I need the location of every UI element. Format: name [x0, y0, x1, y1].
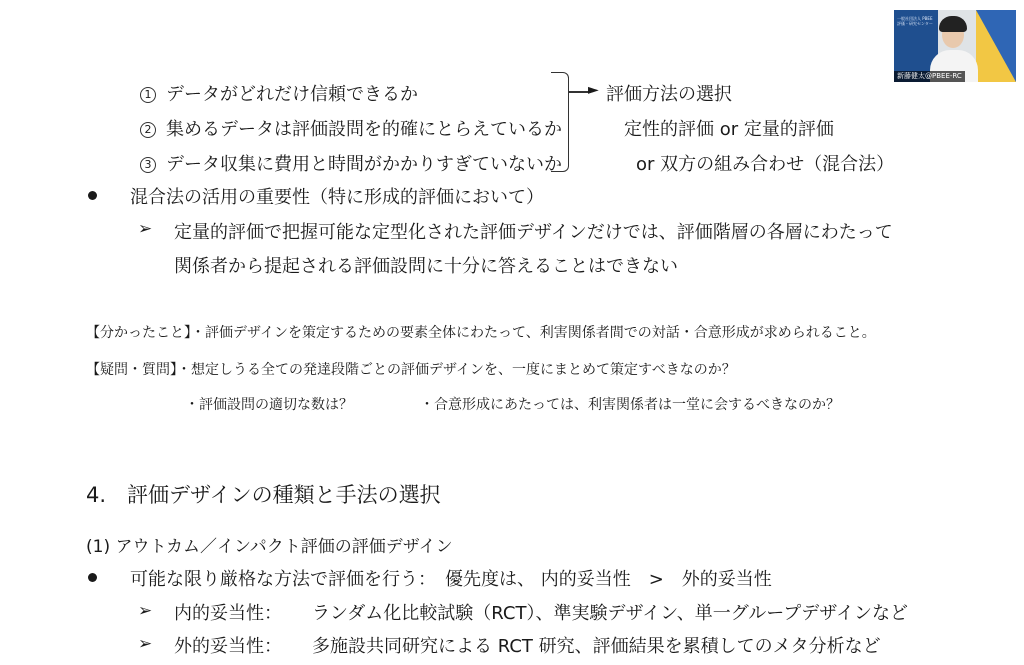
result-line-2: 定性的評価 or 定量的評価 — [624, 119, 834, 140]
presenter-hair — [939, 16, 967, 32]
circled-number: 2 — [140, 122, 156, 138]
item-text: データがどれだけ信頼できるか — [166, 84, 418, 105]
item-text: データ収集に費用と時間がかかりすぎていないか — [166, 154, 562, 175]
webcam-backdrop-stripe — [976, 10, 1016, 82]
numbered-item-2 — [140, 115, 562, 141]
note-question-sub-1: ・評価設問の適切な数は？ — [185, 397, 353, 413]
sub-bullet-marker: ➢ — [138, 601, 153, 621]
sub-bullet-marker: ➢ — [138, 634, 153, 654]
webcam-org-text: 一般社団法人 PBEE 評価・研究センター — [897, 16, 933, 26]
circled-number: 1 — [140, 87, 156, 103]
numbered-item-3 — [140, 150, 562, 176]
section-heading: 4. 評価デザインの種類と手法の選択 — [86, 483, 441, 507]
numbered-item-1 — [140, 80, 418, 106]
external-validity-text: 多施設共同研究による RCT 研究、評価結果を累積してのメタ分析など — [312, 636, 881, 657]
result-line-1: 評価方法の選択 — [606, 84, 732, 105]
result-line-3: or 双方の組み合わせ（混合法） — [636, 154, 895, 175]
bracket-line — [551, 72, 569, 172]
webcam-thumbnail[interactable] — [894, 10, 1016, 82]
external-validity-label: 外的妥当性： — [174, 636, 282, 657]
subsection-heading: (1) アウトカム／インパクト評価の評価デザイン — [86, 537, 453, 557]
webcam-nameplate: 新藤健太@PBEE-RC — [894, 71, 965, 82]
sub-bullet-marker: ➢ — [138, 219, 153, 239]
circled-number: 3 — [140, 157, 156, 173]
note-understood: 【分かったこと】・評価デザインを策定するための要素全体にわたって、利害関係者間での対話・合意形成が求められること。 — [86, 325, 876, 341]
item-text: 集めるデータは評価設問を的確にとらえているか — [166, 119, 562, 140]
internal-validity-label: 内的妥当性： — [174, 603, 282, 624]
sub-bullet-text: 定量的評価で把握可能な定型化された評価デザインだけでは、評価階層の各層にわたって — [174, 222, 893, 243]
bullet-text: 混合法の活用の重要性（特に形成的評価において） — [130, 187, 544, 208]
bullet-dot — [88, 191, 97, 200]
note-question: 【疑問・質問】・想定しうる全ての発達段階ごとの評価デザインを、一度にまとめて策定すべきなのか？ — [86, 362, 736, 378]
bullet-text: 可能な限り厳格な方法で評価を行う： 優先度は、 内的妥当性 > 外的妥当性 — [130, 569, 772, 590]
note-question-sub-2: ・合意形成にあたっては、利害関係者は一堂に会するべきなのか？ — [420, 397, 840, 413]
internal-validity-text: ランダム化比較試験（RCT）、準実験デザイン、単一グループデザインなど — [312, 603, 909, 624]
arrow-right-icon: ► — [588, 82, 599, 98]
bullet-dot — [88, 573, 97, 582]
sub-bullet-text-cont: 関係者から提起される評価設問に十分に答えることはできない — [174, 256, 678, 277]
